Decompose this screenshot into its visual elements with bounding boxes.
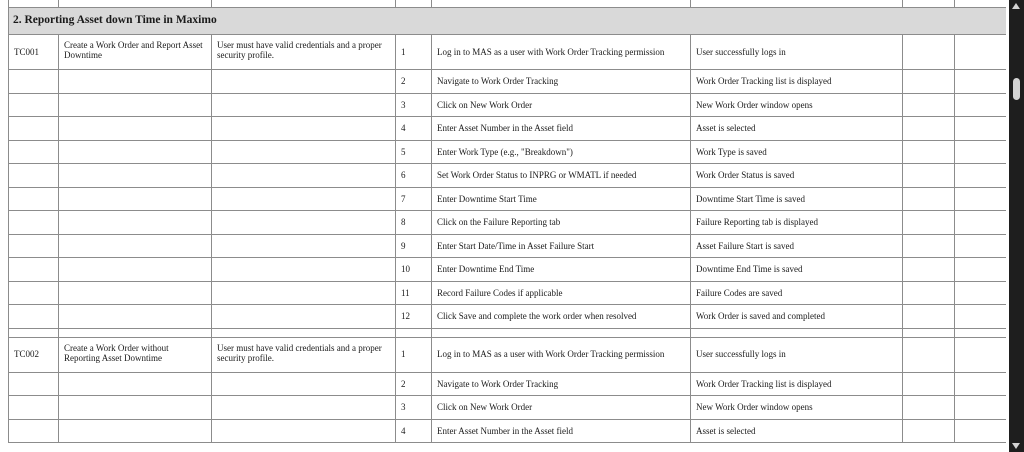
empty-cell [9,93,59,117]
step-action: Click on New Work Order [432,93,691,117]
step-expected-result: Work Order Tracking list is displayed [691,372,903,396]
table-row [9,93,1007,117]
empty-cell [9,70,59,94]
step-expected-result: New Work Order window opens [691,396,903,420]
status-cell [955,187,1007,211]
step-action: Enter Start Date/Time in Asset Failure Start [432,234,691,258]
empty-cell [9,187,59,211]
step-action: Navigate to Work Order Tracking [432,70,691,94]
status-cell [955,164,1007,188]
step-action: Log in to MAS as a user with Work Order Tracking permission [432,337,691,372]
step-action: Set Work Order Status to INPRG or WMATL if needed [432,164,691,188]
table-row [9,187,1007,211]
empty-cell [691,328,903,337]
vertical-scrollbar[interactable] [1009,0,1024,452]
table-row [9,164,1007,188]
empty-cell [212,258,396,282]
step-action: Enter Downtime Start Time [432,187,691,211]
actual-result-cell [903,305,955,329]
empty-cell [9,234,59,258]
status-cell [955,337,1007,372]
empty-cell [59,396,212,420]
table-row [9,396,1007,420]
step-action: Log in to MAS as a user with Work Order Tracking permission [432,35,691,70]
empty-cell [212,234,396,258]
empty-cell [59,164,212,188]
step-action: Click Save and complete the work order when resolved [432,305,691,329]
step-number: 9 [396,234,432,258]
status-cell [955,93,1007,117]
step-action: Record Failure Codes if applicable [432,281,691,305]
document-page [8,0,1006,452]
empty-cell [59,187,212,211]
table-row [9,337,1007,372]
empty-cell [59,211,212,235]
step-number: 3 [396,396,432,420]
spacer-row [9,328,1007,337]
step-expected-result: New Work Order window opens [691,93,903,117]
scroll-up-arrow-icon[interactable] [1012,3,1020,9]
test-case-table [8,0,1006,443]
table-row [9,117,1007,141]
step-number: 8 [396,211,432,235]
empty-cell [212,211,396,235]
status-cell [955,258,1007,282]
step-number: 4 [396,117,432,141]
empty-cell [212,305,396,329]
step-action: Click on the Failure Reporting tab [432,211,691,235]
step-number: 4 [396,419,432,443]
table-row [9,305,1007,329]
empty-cell [59,258,212,282]
empty-cell [9,281,59,305]
test-case-description: Create a Work Order and Report Asset Downtime [59,35,212,70]
step-action: Navigate to Work Order Tracking [432,372,691,396]
step-expected-result: Work Order is saved and completed [691,305,903,329]
step-action: Enter Downtime End Time [432,258,691,282]
actual-result-cell [903,372,955,396]
empty-cell [432,328,691,337]
actual-result-cell [903,419,955,443]
test-case-description: Create a Work Order without Reporting Asset Downtime [59,337,212,372]
empty-cell [59,281,212,305]
empty-cell [212,372,396,396]
empty-cell [9,396,59,420]
actual-result-cell [903,258,955,282]
empty-cell [59,117,212,141]
test-case-id: TC001 [9,35,59,70]
empty-cell [59,305,212,329]
status-cell [955,419,1007,443]
test-case-precondition: User must have valid credentials and a proper security profile. [212,337,396,372]
actual-result-cell [903,140,955,164]
empty-cell [9,328,59,337]
empty-cell [212,93,396,117]
table-row [9,211,1007,235]
status-cell [955,35,1007,70]
step-expected-result: Asset is selected [691,419,903,443]
actual-result-cell [903,211,955,235]
empty-cell [9,164,59,188]
test-case-precondition: User must have valid credentials and a proper security profile. [212,35,396,70]
empty-cell [59,419,212,443]
test-case-id: TC002 [9,337,59,372]
step-expected-result: Downtime Start Time is saved [691,187,903,211]
step-expected-result: Asset Failure Start is saved [691,234,903,258]
empty-cell [212,164,396,188]
empty-cell [59,234,212,258]
empty-cell [59,140,212,164]
step-number: 3 [396,93,432,117]
actual-result-cell [903,187,955,211]
table-row [9,281,1007,305]
actual-result-cell [903,337,955,372]
table-row [9,70,1007,94]
step-action: Enter Work Type (e.g., "Breakdown") [432,140,691,164]
table-row [9,372,1007,396]
empty-cell [212,281,396,305]
status-cell [955,234,1007,258]
empty-cell [212,396,396,420]
empty-cell [212,70,396,94]
step-expected-result: Work Order Tracking list is displayed [691,70,903,94]
empty-cell [59,328,212,337]
step-expected-result: Downtime End Time is saved [691,258,903,282]
status-cell [955,396,1007,420]
step-action: Click on New Work Order [432,396,691,420]
step-number: 1 [396,337,432,372]
empty-cell [9,305,59,329]
step-expected-result: Work Order Status is saved [691,164,903,188]
scroll-down-arrow-icon[interactable] [1012,443,1020,449]
step-expected-result: User successfully logs in [691,337,903,372]
empty-cell [396,328,432,337]
status-cell [955,305,1007,329]
step-action: Enter Asset Number in the Asset field [432,117,691,141]
empty-cell [9,258,59,282]
step-number: 6 [396,164,432,188]
empty-cell [212,187,396,211]
actual-result-cell [903,93,955,117]
empty-cell [212,419,396,443]
step-number: 5 [396,140,432,164]
table-top-rule [9,0,1007,8]
empty-cell [212,140,396,164]
empty-cell [903,328,955,337]
step-number: 1 [396,35,432,70]
empty-cell [212,328,396,337]
step-expected-result: User successfully logs in [691,35,903,70]
actual-result-cell [903,164,955,188]
table-row [9,419,1007,443]
empty-cell [9,117,59,141]
actual-result-cell [903,396,955,420]
empty-cell [59,93,212,117]
table-row [9,140,1007,164]
status-cell [955,281,1007,305]
status-cell [955,211,1007,235]
step-number: 10 [396,258,432,282]
step-expected-result: Work Type is saved [691,140,903,164]
table-row [9,258,1007,282]
actual-result-cell [903,35,955,70]
actual-result-cell [903,117,955,141]
status-cell [955,117,1007,141]
step-expected-result: Failure Codes are saved [691,281,903,305]
empty-cell [9,211,59,235]
section-header-row [9,8,1007,35]
actual-result-cell [903,234,955,258]
step-expected-result: Failure Reporting tab is displayed [691,211,903,235]
step-number: 2 [396,70,432,94]
empty-cell [9,140,59,164]
empty-cell [955,328,1007,337]
empty-cell [9,419,59,443]
status-cell [955,372,1007,396]
step-action: Enter Asset Number in the Asset field [432,419,691,443]
actual-result-cell [903,70,955,94]
empty-cell [59,70,212,94]
table-row [9,35,1007,70]
step-number: 11 [396,281,432,305]
empty-cell [59,372,212,396]
status-cell [955,70,1007,94]
empty-cell [212,117,396,141]
empty-cell [9,372,59,396]
step-expected-result: Asset is selected [691,117,903,141]
step-number: 12 [396,305,432,329]
table-row [9,234,1007,258]
status-cell [955,140,1007,164]
scrollbar-thumb[interactable] [1013,78,1020,100]
step-number: 7 [396,187,432,211]
step-number: 2 [396,372,432,396]
section-title: 2. Reporting Asset down Time in Maximo [9,8,1007,35]
actual-result-cell [903,281,955,305]
